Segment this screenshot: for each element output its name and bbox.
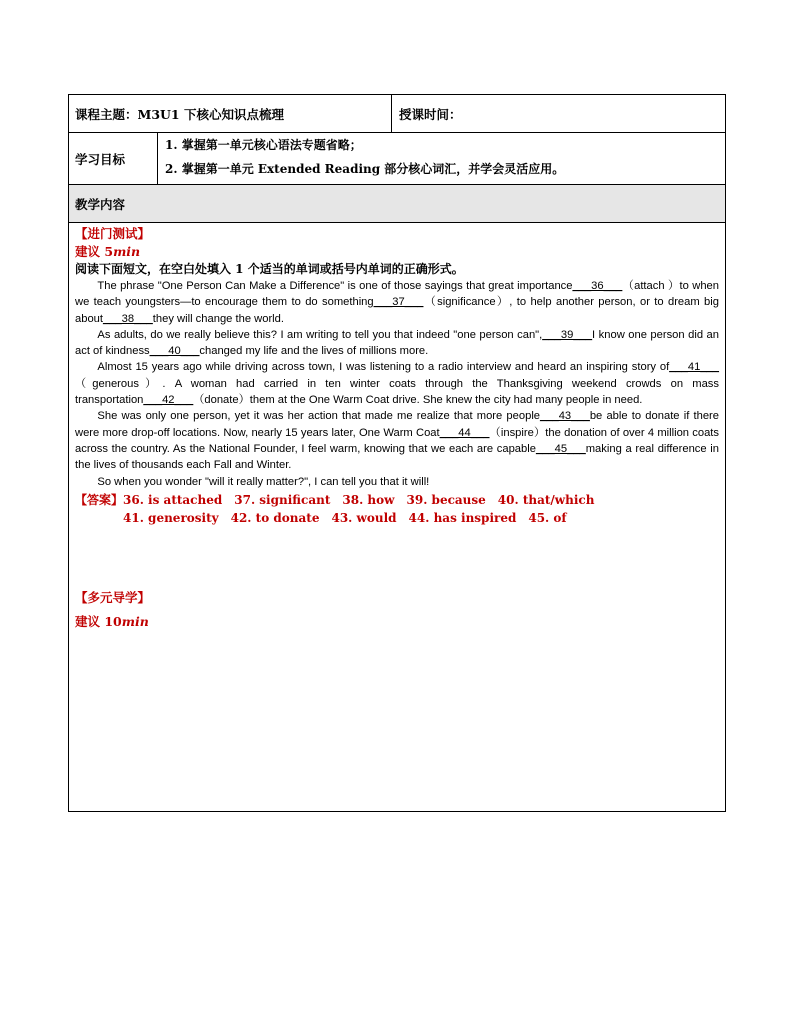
passage-text: The phrase "One Person Can Make a Difference" is one of those sayings that great importance xyxy=(97,280,573,292)
passage-text: （inspire）the donation of over 4 million coats across the country. As the National Founder, I feel warm, knowing that we each are capable xyxy=(75,426,720,455)
passage-text: making a real difference in the lives of thousands each Fall and Winter. xyxy=(75,442,719,472)
passage-text: （attach ）to when we teach youngsters—to encourage them to do something xyxy=(75,280,719,309)
suggest-unit: min xyxy=(113,244,141,259)
answer-item: 44. has inspired xyxy=(408,510,517,525)
answer-row xyxy=(75,491,719,509)
answer-key xyxy=(75,491,719,527)
objectives-list xyxy=(161,133,725,181)
passage-paragraph xyxy=(75,278,719,327)
passage-text: be able to donate if there were more drop-off locations. Now, nearly 15 years later, One Warm Coat xyxy=(75,410,719,439)
answer-label: 【答案】 xyxy=(75,492,124,507)
objective-item: 2. 掌握第一单元 Extended Reading 部分核心词汇，并学会灵活应用。 xyxy=(165,162,565,176)
answer-blank: ___40___ xyxy=(149,345,200,358)
suggest-prefix: 建议 10 xyxy=(75,613,122,629)
passage-text: they will change the world. xyxy=(152,312,284,325)
answer-row xyxy=(75,509,719,527)
passage-paragraph xyxy=(75,408,719,473)
passage-text: I know one person did an act of kindness xyxy=(75,328,719,358)
suggest-unit: min xyxy=(121,613,149,629)
objectives-row xyxy=(69,133,725,185)
entry-test-suggested-time xyxy=(75,243,719,261)
entry-test-heading: 【进门测试】 xyxy=(75,226,151,241)
suggest-prefix: 建议 5 xyxy=(75,244,114,259)
passage-text: changed my life and the lives of millions more. xyxy=(199,345,429,358)
passage-text: She was only one person, yet it was her action that made me realize that more people xyxy=(97,410,541,423)
answer-blank: ___39___ xyxy=(542,328,593,341)
objectives-label: 学习目标 xyxy=(75,151,126,167)
answer-item: 38. how xyxy=(342,492,395,507)
spacer xyxy=(75,527,719,589)
answer-blank: ___41___ xyxy=(669,361,719,374)
exercise-instruction: 阅读下面短文，在空白处填入 1 个适当的单词或括号内单词的正确形式。 xyxy=(75,262,464,276)
answer-indent xyxy=(75,509,123,527)
answer-item: 43. would xyxy=(331,510,397,525)
passage-text: Almost 15 years ago while driving across town, I was listening to a radio interview and heard an inspiring story of xyxy=(97,361,670,374)
answer-blank: ___36___ xyxy=(572,280,623,292)
course-topic: 课程主题：M3U1 下核心知识点梳理 xyxy=(75,106,284,122)
answer-blank: ___42___ xyxy=(143,394,194,407)
answer-blank: ___45___ xyxy=(535,442,586,455)
guided-study-suggested-time xyxy=(75,613,719,631)
answer-blank: ___38___ xyxy=(103,312,153,325)
objectives-divider xyxy=(157,133,158,184)
reading-passage xyxy=(75,278,719,490)
passage-paragraph xyxy=(75,327,719,360)
teaching-content-body xyxy=(75,225,719,631)
passage-text: So when you wonder "will it really matter?", I can tell you that it will! xyxy=(97,475,430,488)
answer-blank: ___43___ xyxy=(540,410,590,423)
answer-item: 40. that/which xyxy=(497,492,595,507)
header-divider xyxy=(391,95,392,132)
passage-text: （significance）, to help another person, or to dream big about xyxy=(75,296,719,325)
content-header-row xyxy=(69,185,725,223)
passage-paragraph xyxy=(75,359,719,408)
answer-blank: ___37___ xyxy=(373,296,424,309)
passage-text: （donate）them at the One Warm Coat drive. She knew the city had many people in need. xyxy=(193,394,643,407)
lesson-time-label: 授课时间： xyxy=(399,106,462,122)
answer-item: 37. significant xyxy=(234,492,331,507)
objective-item: 1. 掌握第一单元核心语法专题省略； xyxy=(165,138,362,152)
guided-study-heading: 【多元导学】 xyxy=(75,589,151,605)
passage-paragraph xyxy=(75,474,719,490)
answer-item: 39. because xyxy=(406,492,486,507)
passage-text: （generous）. A woman had carried in ten winter coats through the Thanksgiving weekend crowds on mass transportation xyxy=(75,377,719,407)
teaching-content-label: 教学内容 xyxy=(75,196,126,212)
lesson-plan-table xyxy=(68,94,726,812)
answer-item: 36. is attached xyxy=(123,492,223,507)
passage-text: As adults, do we really believe this? I am writing to tell you that indeed "one person can", xyxy=(97,328,543,341)
header-row xyxy=(69,95,725,133)
answer-item: 42. to donate xyxy=(230,510,320,525)
answer-item: 41. generosity xyxy=(123,510,219,525)
answer-item: 45. of xyxy=(528,510,567,525)
answer-blank: ___44___ xyxy=(439,426,490,439)
